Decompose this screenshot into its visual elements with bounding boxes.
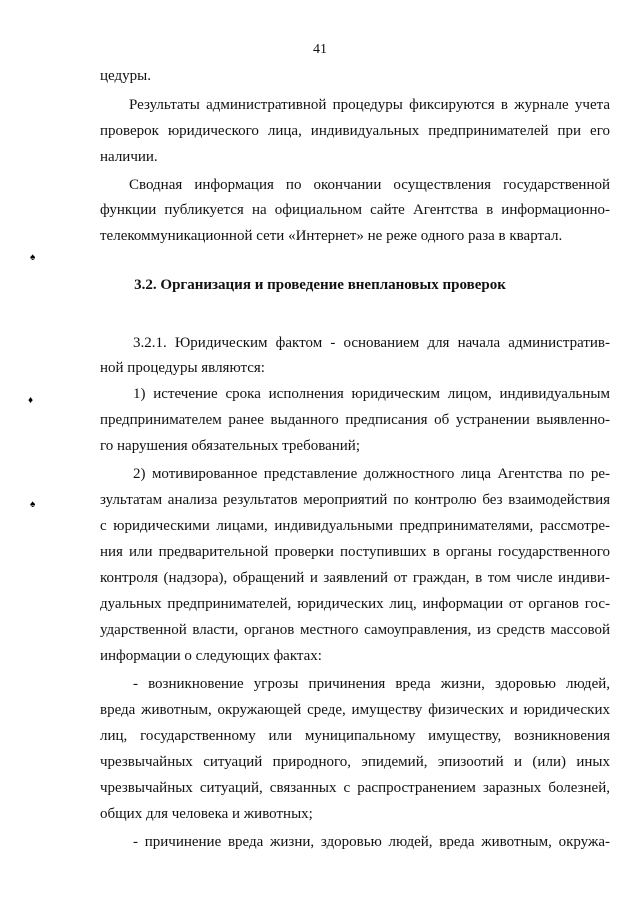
paragraph-line: цедуры. bbox=[100, 68, 151, 84]
paragraph-line: го нарушения обязательных требований; bbox=[100, 438, 360, 454]
paragraph-line: ния или предварительной проверки поступивших в органы государственного bbox=[100, 544, 610, 560]
paragraph-line: общих для человека и животных; bbox=[100, 806, 313, 822]
paragraph-line: чрезвычайных ситуаций природного, эпидемий, эпизоотий и (или) иных bbox=[100, 754, 610, 770]
paragraph-line: - причинение вреда жизни, здоровью людей, вреда животным, окружа- bbox=[133, 834, 610, 850]
margin-mark: ♠ bbox=[30, 252, 36, 263]
paragraph-line: наличии. bbox=[100, 149, 158, 165]
page-number: 41 bbox=[313, 42, 327, 57]
section-heading: 3.2. Организация и проведение внеплановых проверок bbox=[134, 277, 506, 293]
paragraph-line: 3.2.1. Юридическим фактом - основанием для начала административ- bbox=[133, 335, 610, 351]
paragraph-line: Результаты административной процедуры фиксируются в журнале учета bbox=[129, 97, 610, 113]
paragraph-line: проверок юридического лица, индивидуальных предпринимателей при его bbox=[100, 123, 610, 139]
paragraph-line: информации о следующих фактах: bbox=[100, 648, 322, 664]
paragraph-line: - возникновение угрозы причинения вреда жизни, здоровью людей, bbox=[133, 676, 610, 692]
paragraph-line: зультатам анализа результатов мероприятий по контролю без взаимодействия bbox=[100, 492, 610, 508]
margin-mark: ♠ bbox=[30, 499, 36, 510]
paragraph-line: вреда животным, окружающей среде, имуществу физических и юридических bbox=[100, 702, 610, 718]
paragraph-line: контроля (надзора), обращений и заявлений от граждан, в том числе индиви- bbox=[100, 570, 610, 586]
paragraph-line: 2) мотивированное представление должностного лица Агентства по ре- bbox=[133, 466, 610, 482]
paragraph-line: ной процедуры являются: bbox=[100, 360, 265, 376]
paragraph-line: 1) истечение срока исполнения юридическим лицом, индивидуальным bbox=[133, 386, 610, 402]
paragraph-line: телекоммуникационной сети «Интернет» не реже одного раза в квартал. bbox=[100, 228, 563, 244]
paragraph-line: ударственной власти, органов местного самоуправления, из средств массовой bbox=[100, 622, 610, 638]
paragraph-line: дуальных предпринимателей, юридических лиц, информации от органов гос- bbox=[100, 596, 610, 612]
paragraph-line: функции публикуется на официальном сайте Агентства в информационно- bbox=[100, 202, 610, 218]
paragraph-line: предпринимателем ранее выданного предписания об устранении выявленно- bbox=[100, 412, 610, 428]
margin-mark: ♦ bbox=[28, 395, 34, 406]
paragraph-line: чрезвычайных ситуаций, связанных с распространением заразных болезней, bbox=[100, 780, 610, 796]
paragraph-line: Сводная информация по окончании осуществления государственной bbox=[129, 177, 610, 193]
paragraph-line: с юридическими лицами, индивидуальными предпринимателями, рассмотре- bbox=[100, 518, 610, 534]
paragraph-line: лиц, государственному или муниципальному имуществу, возникновения bbox=[100, 728, 610, 744]
